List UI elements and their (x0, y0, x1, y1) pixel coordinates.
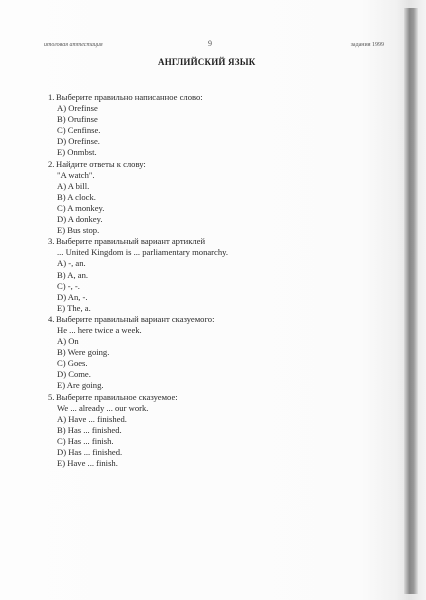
question-text: Выберите правильный вариант артиклей (56, 236, 206, 247)
answer-option: E) Have ... finish. (57, 458, 118, 469)
answer-option: C) Goes. (57, 358, 88, 369)
question-3 (48, 236, 358, 314)
answer-option: B) Has ... finished. (57, 424, 122, 435)
page-number: 9 (208, 39, 212, 48)
question-prompt (48, 314, 358, 325)
answer-option: B) Were going. (57, 347, 110, 358)
question-subtext: "A watch". (57, 169, 95, 180)
question-number: 2. (48, 158, 55, 169)
question-subtext: We ... already ... our work. (57, 402, 149, 413)
question-number: 1. (48, 92, 55, 102)
answer-option: A) On (57, 336, 79, 347)
question-number: 5. (48, 391, 55, 402)
question-2 (48, 159, 358, 237)
answer-option: C) -, -. (57, 280, 80, 291)
answer-option: B) A clock. (57, 191, 96, 202)
question-prompt (48, 392, 358, 403)
question-list (48, 92, 358, 469)
question-text: Выберите правильное сказуемое: (56, 391, 178, 402)
page-header (44, 40, 384, 52)
answer-option: B) A, an. (57, 269, 89, 280)
answer-option: E) Bus stop. (57, 225, 100, 236)
question-subtext: He ... here twice a week. (57, 324, 142, 335)
answer-option: A) Orefinse (57, 103, 98, 114)
question-prompt (48, 236, 358, 247)
answer-option: D) Has ... finished. (57, 447, 123, 457)
answer-option: A) Have ... finished. (57, 413, 127, 424)
answer-option: C) Has ... finish. (57, 435, 114, 446)
question-4 (48, 314, 358, 392)
header-left-text: итоговая аттестация (44, 42, 103, 48)
question-text: Найдите ответы к слову: (56, 158, 146, 169)
answer-option: A) -, an. (57, 258, 86, 269)
answer-option: E) Are going. (57, 380, 104, 391)
page-edge-shadow (404, 8, 418, 594)
question-number: 4. (48, 313, 55, 324)
question-1 (48, 92, 358, 159)
answer-option: D) A donkey. (57, 214, 103, 225)
header-right-text: задания 1999 (350, 42, 384, 48)
question-subtext: ... United Kingdom is ... parliamentary monarchy. (57, 247, 229, 258)
subject-title: АНГЛИЙСКИЙ ЯЗЫК (158, 57, 256, 67)
answer-option: A) A bill. (57, 180, 90, 191)
answer-option: C) A monkey. (57, 202, 105, 213)
answer-option: D) Come. (57, 369, 91, 380)
question-text: Выберите правильный вариант сказуемого: (56, 313, 215, 324)
answer-option: B) Orufinse (57, 114, 98, 125)
question-text: Выберите правильно написанное слово: (56, 92, 203, 102)
answer-option: D) Orefinse. (57, 136, 100, 147)
question-prompt (48, 159, 358, 170)
answer-option: D) An, -. (57, 291, 88, 302)
question-5 (48, 392, 358, 470)
question-prompt (48, 92, 358, 103)
question-number: 3. (48, 236, 55, 247)
answer-option: C) Cenfinse. (57, 125, 101, 136)
answer-option: E) The, a. (57, 302, 91, 313)
answer-option: E) Onmbst. (57, 147, 97, 158)
